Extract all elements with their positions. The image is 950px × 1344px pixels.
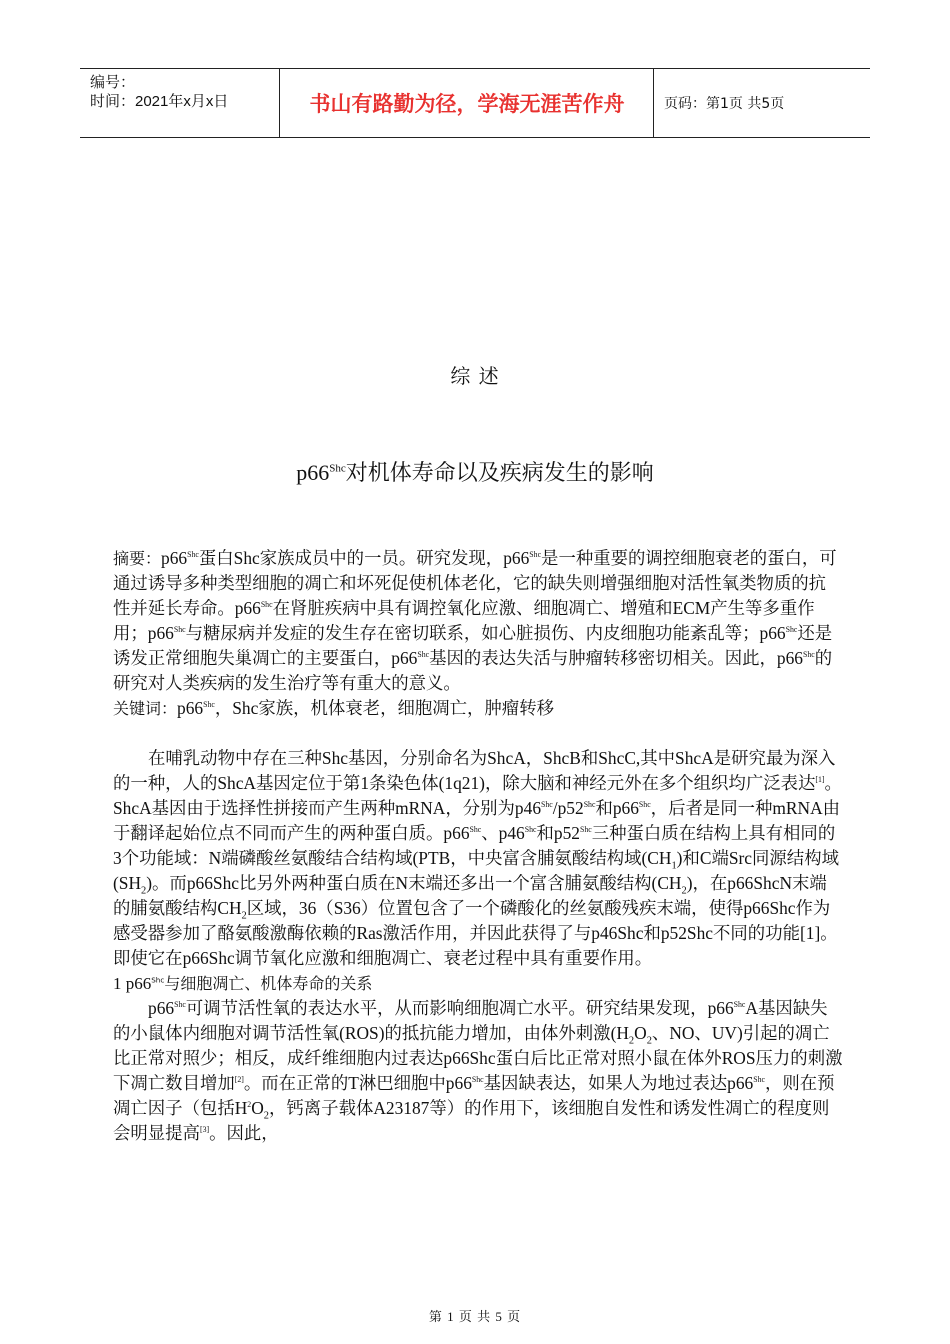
- title-sup: Shc: [329, 462, 346, 475]
- superscript: [2]: [234, 1075, 244, 1085]
- text-run: ，则在预凋亡因子（包括H: [113, 1073, 835, 1118]
- superscript: [3]: [199, 1125, 210, 1135]
- superscript: Shc: [524, 825, 537, 835]
- text-run: 作为感受器参加了酪氨酸激酶依赖的Ras激活作用，并因此获得了与p46: [113, 898, 831, 943]
- keywords-label: 关键词：: [113, 699, 178, 718]
- motto: 书山有路勤为径，学海无涯苦作舟: [281, 69, 654, 137]
- subscript: 2: [681, 885, 687, 897]
- text-run: O: [251, 1098, 264, 1118]
- header-meta-cell: [80, 69, 280, 137]
- text-run: ，钙离子载体A23187等）的作用下，该细胞自发性和诱发性凋亡的程度则会明显提高: [113, 1098, 830, 1143]
- text-run: 区域，36（S36）位置包含了一个磷酸化的丝氨酸残疾末端，使得p66: [246, 898, 770, 918]
- text-run: [1]: [799, 923, 821, 943]
- abstract-text: [113, 548, 837, 693]
- superscript: Shc: [471, 1075, 484, 1085]
- text-run: Shc: [769, 898, 796, 918]
- text-run: 。因此，: [209, 1123, 279, 1143]
- text-run: 、NO、UV)引起的凋亡比正常对照少；相反，成纤维细胞内过表达p66: [113, 1023, 830, 1068]
- subscript: 2: [628, 1035, 635, 1047]
- superscript: Shc: [583, 800, 596, 810]
- text-run: 蛋白后比正常对照小鼠在体外ROS压力的刺激下凋亡数目增加: [113, 1048, 843, 1093]
- text-run: N末端的脯氨酸结构CH: [113, 873, 827, 918]
- superscript: Shc: [187, 550, 199, 560]
- text-run: A基因缺失的小鼠体内细胞对调节活性氧(ROS)的抵抗能力增加，由体外刺激(H: [113, 998, 828, 1043]
- text-run: )。而p66Shc比另外两种蛋白质在N末端还多出一个富含脯氨酸结构(CH: [146, 873, 682, 893]
- text-run: 是一种重要的调控细胞衰老的蛋白，可通过诱导多种类型细胞的凋亡和坏死促使机体老化，它的缺失则增强细胞对活性氧类物质的抗性并延长寿命。p66: [113, 548, 837, 618]
- text-run: 还是诱发正常细胞失巢凋亡的主要蛋白，p66: [113, 623, 833, 668]
- text-run: ，后者是同一种mRNA由于翻译起始位点不同而产生的两种蛋白质。p66: [113, 798, 841, 843]
- time-label: 时间：2021年x月x日: [90, 93, 229, 110]
- text-run: O: [634, 1023, 647, 1043]
- text-run: )和C端Src同源结构域(SH: [113, 848, 839, 893]
- text-run: p66: [177, 698, 204, 718]
- text-run: /p52: [552, 798, 584, 818]
- text-run: 在肾脏疾病中具有调控氧化应激、细胞凋亡、增殖和ECM产生等多重作用；p66: [113, 598, 815, 643]
- text-run: 。即使它在p66: [113, 923, 838, 968]
- heading-sup: Shc: [151, 975, 165, 985]
- text-run: 和p66: [595, 798, 639, 818]
- heading-text: 与细胞凋亡、机体寿命的关系: [164, 974, 373, 993]
- paragraph-2: [113, 996, 843, 1146]
- subscript: 2: [141, 885, 147, 897]
- text-run: 与糖尿病并发症的发生存在密切联系，如心脏损伤、内皮细胞功能紊乱等；p66: [185, 623, 786, 643]
- text-run: Shc: [469, 1048, 496, 1068]
- page-footer: 第 1 页 共 5 页: [428, 1309, 522, 1324]
- text-run: 。ShcA基因由于选择性拼接而产生两种mRNA，分别为p46: [113, 773, 842, 818]
- text-run: 的研究对人类疾病的发生治疗等有重大的意义。: [113, 648, 833, 693]
- paragraph-gap: [113, 721, 843, 746]
- text-run: 基因的表达失活与肿瘤转移密切相关。因此，p66: [429, 648, 803, 668]
- superscript: Shc: [541, 800, 553, 810]
- text-run: )，在p66: [686, 873, 754, 893]
- section-title: 综 述: [450, 364, 500, 388]
- text-run: p66: [161, 548, 188, 568]
- section-heading-1: [113, 971, 843, 996]
- abstract: [113, 546, 843, 696]
- superscript: Shc: [174, 1000, 186, 1010]
- page-label: 页码：第1页 共5页: [664, 96, 785, 112]
- superscript: Shc: [203, 700, 215, 710]
- superscript: Shc: [579, 825, 592, 835]
- superscript: [1]: [815, 775, 825, 785]
- text-run: Shc: [617, 923, 644, 943]
- text-run: 。而在正常的T淋巴细胞中p66: [243, 1073, 472, 1093]
- number-label: 编号：: [90, 74, 136, 91]
- abstract-label: 摘要：: [113, 549, 162, 568]
- superscript: Shc: [638, 800, 651, 810]
- title-suffix: 对机体寿命以及疾病发生的影响: [345, 460, 654, 485]
- text-run: 和p52: [536, 823, 580, 843]
- article-title: [0, 456, 950, 487]
- superscript: Shc: [173, 625, 186, 635]
- superscript: Shc: [469, 825, 482, 835]
- text-run: 可调节活性氧的表达水平，从而影响细胞凋亡水平。研究结果发现，p66: [185, 998, 734, 1018]
- superscript: Shc: [529, 550, 542, 560]
- text-run: Shc: [686, 923, 714, 943]
- superscript: Shc: [785, 625, 798, 635]
- title-prefix: p66: [296, 460, 330, 485]
- paragraph-1: [113, 746, 843, 971]
- text-run: 、p46: [481, 823, 525, 843]
- text-run: 三种蛋白质在结构上具有相同的3个功能域：N端磷酸丝氨酸结合结构域(PTB，中央富含脯氨酸结构域(CH: [113, 823, 836, 868]
- subscript: 2: [646, 1035, 652, 1047]
- text-run: 和p52: [643, 923, 687, 943]
- text-run: 不同的功能: [713, 923, 800, 943]
- subscript: 2: [263, 1110, 269, 1122]
- heading-num: 1 p66: [113, 974, 152, 993]
- subscript: 1: [671, 860, 677, 872]
- article-body: [113, 546, 843, 1146]
- text-run: 蛋白Shc家族成员中的一员。研究发现，p66: [198, 548, 530, 568]
- text-run: p66: [148, 998, 175, 1018]
- superscript: Shc: [753, 1075, 765, 1085]
- superscript: Shc: [260, 600, 273, 610]
- superscript: 2: [247, 1100, 252, 1110]
- keywords-text: [177, 698, 554, 718]
- text-run: Shc: [208, 948, 235, 968]
- text-run: 基因缺表达，如果人为地过表达p66: [483, 1073, 754, 1093]
- document-header: [80, 68, 870, 138]
- subscript: 2: [241, 910, 247, 922]
- text-run: 在哺乳动物中存在三种Shc基因，分别命名为ShcA，ShcB和ShcC,其中ShcA是研究最为深入的一种，人的ShcA基因定位于第1条染色体(1q21)，除大脑和神经元外在多个组织均广泛表达: [113, 748, 836, 793]
- keywords: [113, 696, 843, 721]
- text-run: ，Shc家族，机体衰老，细胞凋亡，肿瘤转移: [214, 698, 554, 718]
- superscript: Shc: [803, 650, 815, 660]
- text-run: 调节氧化应激和细胞凋亡、衰老过程中具有重要作用。: [234, 948, 653, 968]
- superscript: Shc: [733, 1000, 746, 1010]
- text-run: Shc: [753, 873, 780, 893]
- superscript: Shc: [417, 650, 430, 660]
